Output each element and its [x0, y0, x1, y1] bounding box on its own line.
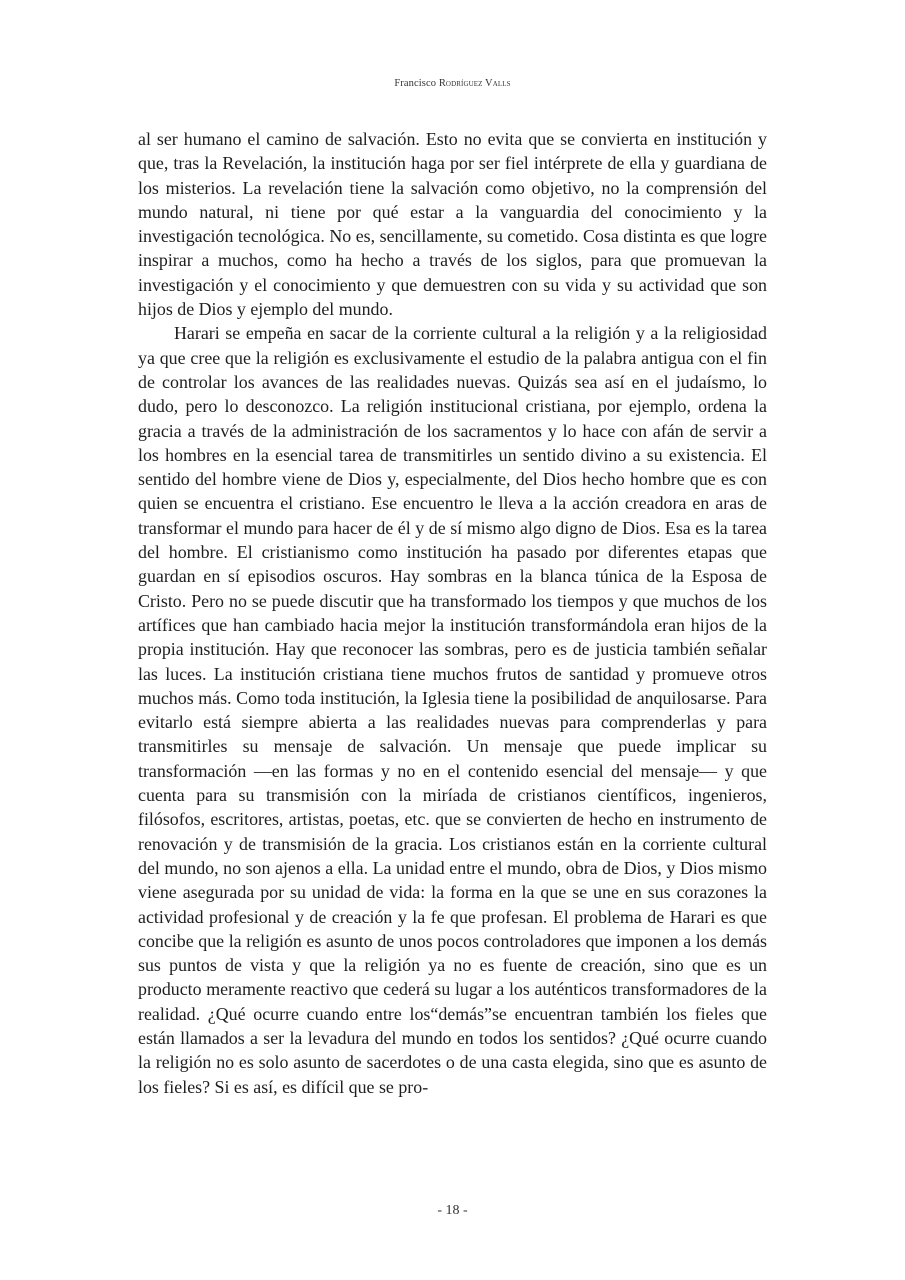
body-text — [138, 127, 767, 1099]
running-header — [0, 78, 905, 89]
author-first-name: Francisco — [394, 78, 437, 89]
page-number: - 18 - — [437, 1203, 468, 1218]
paragraph-2: Harari se empeña en sacar de la corriente cultural a la religión y a la religiosidad ya que cree que la religión es exclusivamente el estudio de la palabra antigua con el fin de controlar los avances de las realidades nuevas. Quizás sea así en el judaísmo, lo dudo, pero lo desconozco. La religión institucional cristiana, por ejemplo, ordena la gracia a través de la administración de los sacramentos y lo hace con afán de servir a los hombres en la esencial tarea de transmitirles un sentido divino a su existencia. El sentido del hombre viene de Dios y, especialmente, del Dios hecho hombre que es con quien se encuentra el cristiano. Ese encuentro le lleva a la acción creadora en aras de transformar el mundo para hacer de él y de sí mismo algo digno de Dios. Esa es la tarea del hombre. El cristianismo como institución ha pasado por diferentes etapas que guardan en sí episodios oscuros. Hay sombras en la blanca túnica de la Esposa de Cristo. Pero no se puede discutir que ha transformado los tiempos y que muchos de los artífices que han cambiado hacia mejor la institución transformándola eran hijos de la propia institución. Hay que reconocer las sombras, pero es de justicia también señalar las luces. La institución cristiana tiene muchos frutos de santidad y promueve otros muchos más. Como toda institución, la Iglesia tiene la posibilidad de anquilosarse. Para evitarlo está siempre abierta a las realidades nuevas para comprenderlas y para transmitirles su mensaje de salvación. Un mensaje que puede implicar su transformación —en las formas y no en el contenido esencial del mensaje— y que cuenta para su transmisión con la miríada de cristianos científicos, ingenieros, filósofos, escritores, artistas, poetas, etc. que se convierten de hecho en instrumento de renovación y de transmisión de la gracia. Los cristianos están en la corriente cultural del mundo, no son ajenos a ella. La unidad entre el mundo, obra de Dios, y Dios mismo viene asegurada por su unidad de vida: la forma en la que se une en sus corazones la actividad profesional y de creación y la fe que profesan. El problema de Harari es que concibe que la religión es asunto de unos pocos controladores que imponen a los demás sus puntos de vista y que la religión ya no es fuente de creación, sino que es un producto meramente reactivo que cederá su lugar a los auténticos transformadores de la realidad. ¿Qué ocurre cuando entre los“demás”se encuentran también los fieles que están llamados a ser la levadura del mundo en todos los sentidos? ¿Qué ocurre cuando la religión no es solo asunto de sacerdotes o de una casta elegida, sino que es asunto de los fieles? Si es así, es difícil que se pro- — [138, 323, 767, 1097]
author-last-name: Rodríguez Valls — [438, 78, 511, 89]
paragraph-1: al ser humano el camino de salvación. Esto no evita que se convierta en institución y que, tras la Revelación, la institución haga por ser fiel intérprete de ella y guardiana de los misterios. La revelación tiene la salvación como objetivo, no la comprensión del mundo natural, ni tiene por qué estar a la vanguardia del conocimiento y la investigación tecnológica. No es, sencillamente, su cometido. Cosa distinta es que logre inspirar a muchos, como ha hecho a través de los siglos, para que promuevan la investigación y el conocimiento y que demuestren con su vida y su actividad que son hijos de Dios y ejemplo del mundo. — [138, 129, 767, 320]
